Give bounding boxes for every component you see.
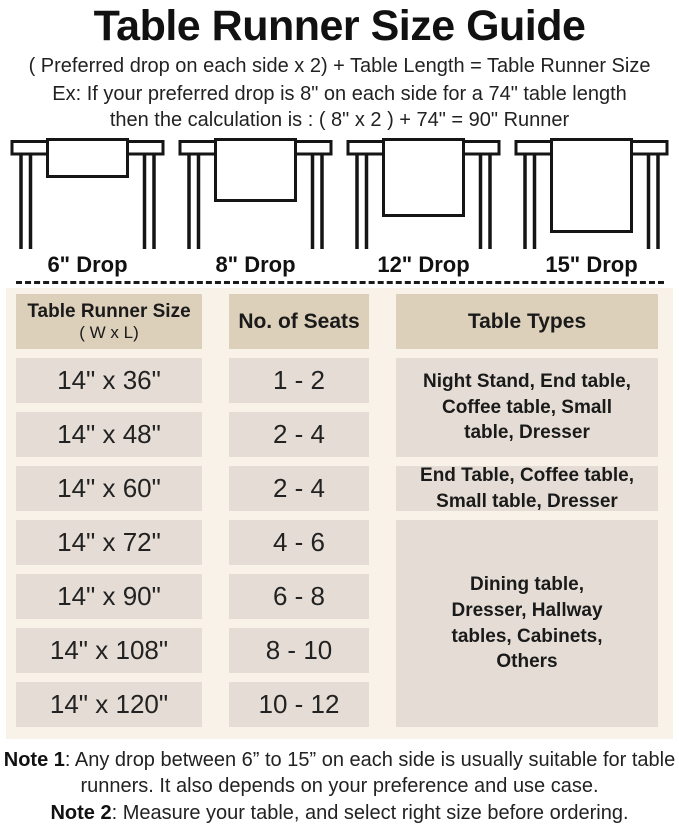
table-types-group-large-text: Dining table, Dresser, Hallway tables, Cabinets, Others — [451, 574, 603, 673]
note-2-label: Note 2 — [50, 801, 112, 824]
note-1-text: : Any drop between 6” to 15” on each side is usually suitable for table runners. It also depends on your preference and use case. — [64, 749, 676, 798]
size-14x120: 14" x 120" — [16, 682, 202, 727]
size-14x60: 14" x 60" — [16, 466, 202, 511]
table-with-runner-8in-icon — [178, 138, 333, 250]
drop-illustrations-row — [0, 138, 679, 278]
note-2 — [4, 800, 676, 826]
seats-14x60: 2 - 4 — [229, 466, 369, 511]
seats-14x72: 4 - 6 — [229, 520, 369, 565]
drop-label-12in: 12" Drop — [377, 252, 470, 277]
size-14x48: 14" x 48" — [16, 412, 202, 457]
note-1 — [4, 747, 676, 800]
seats-14x48: 2 - 4 — [229, 412, 369, 457]
notes-section — [4, 747, 676, 826]
formula-text: ( Preferred drop on each side x 2) + Table Length = Table Runner Size — [28, 55, 651, 77]
size-14x90: 14" x 90" — [16, 574, 202, 619]
table-with-runner-6in-icon — [10, 138, 165, 250]
note-1-label: Note 1 — [3, 749, 65, 771]
size-guide-table — [6, 288, 673, 739]
header-seats: No. of Seats — [229, 294, 369, 349]
page-title: Table Runner Size Guide — [93, 2, 586, 50]
illustration-8in-drop — [178, 138, 333, 278]
drop-label-6in: 6" Drop — [47, 252, 128, 277]
example-line-2: then the calculation is : ( 8" x 2 ) + 74" = 90" Runner — [109, 109, 570, 131]
size-14x108: 14" x 108" — [16, 628, 202, 673]
seats-14x108: 8 - 10 — [229, 628, 369, 673]
header-runner-size-sub: ( W x L) — [79, 322, 139, 342]
seats-14x90: 6 - 8 — [229, 574, 369, 619]
table-with-runner-12in-icon — [346, 138, 501, 250]
table-types-group-medium — [396, 466, 658, 511]
illustration-6in-drop — [10, 138, 165, 278]
header-runner-size — [16, 294, 202, 349]
table-types-group-small-text: Night Stand, End table, Coffee table, Small table, Dresser — [423, 371, 631, 444]
table-types-group-small — [396, 358, 658, 457]
seats-14x120: 10 - 12 — [229, 682, 369, 727]
dashed-divider — [16, 281, 664, 284]
illustration-12in-drop — [346, 138, 501, 278]
illustration-15in-drop — [514, 138, 669, 278]
size-14x72: 14" x 72" — [16, 520, 202, 565]
table-types-group-large — [396, 520, 658, 727]
example-line-1: Ex: If your preferred drop is 8" on each side for a 74" table length — [52, 83, 627, 105]
header-table-types: Table Types — [396, 294, 658, 349]
table-with-runner-15in-icon — [514, 138, 669, 250]
header-runner-size-label: Table Runner Size — [27, 300, 191, 322]
drop-label-15in: 15" Drop — [545, 252, 638, 277]
table-runner-size-guide — [0, 2, 679, 828]
drop-label-8in: 8" Drop — [215, 252, 296, 277]
note-2-text: : Measure your table, and select right size before ordering. — [111, 801, 629, 824]
size-14x36: 14" x 36" — [16, 358, 202, 403]
table-types-group-medium-text: End Table, Coffee table, Small table, Dresser — [420, 464, 634, 512]
seats-14x36: 1 - 2 — [229, 358, 369, 403]
